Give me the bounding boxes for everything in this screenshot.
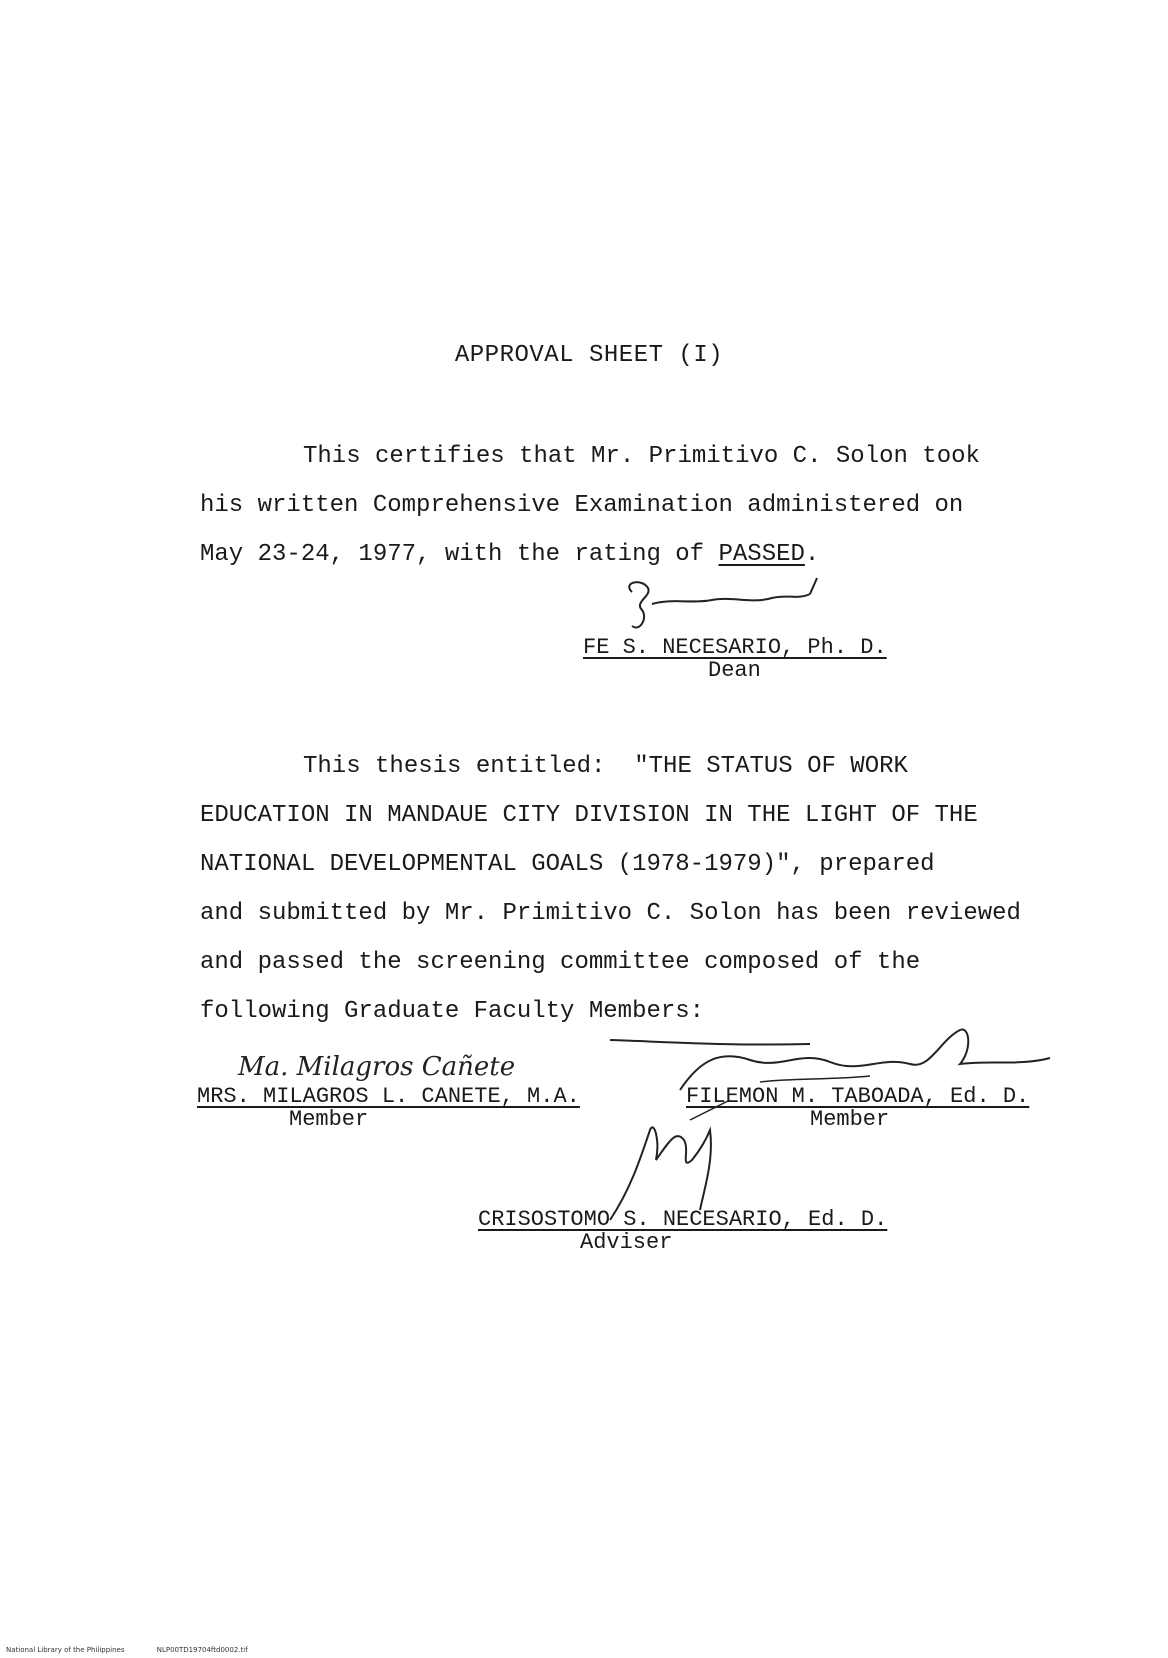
member-1-signature: Ma. Milagros Cañete [238,1052,516,1082]
page-title: APPROVAL SHEET (I) [454,342,724,369]
thesis-line-2: EDUCATION IN MANDAUE CITY DIVISION IN THE LIGHT OF THE [200,802,978,829]
dean-name: FE S. NECESARIO, Ph. D. [583,635,887,660]
member-2-name: FILEMON M. TABOADA, Ed. D. [686,1084,1030,1109]
certification-paragraph [200,432,1080,579]
dean-role: Dean [708,658,761,683]
footer [6,1646,278,1654]
thesis-line-5: and passed the screening committee composed of the [200,949,921,976]
dean-signature-block [583,636,887,682]
footer-library: National Library of the Philippines [6,1646,125,1654]
member-1-role: Member [289,1107,369,1132]
certification-line-2: his written Comprehensive Examination administered on [200,492,964,519]
dean-signature [612,574,832,636]
adviser-signature-block [478,1208,887,1254]
thesis-line-4: and submitted by Mr. Primitivo C. Solon has been reviewed [200,900,1021,927]
thesis-line-1: This thesis entitled: "THE STATUS OF WORK [303,753,908,780]
certification-line-3 [200,530,1080,579]
certification-line-3-prefix: May 23-24, 1977, with the rating of [200,541,719,568]
thesis-line-6: following Graduate Faculty Members: [200,998,705,1025]
adviser-role: Adviser [580,1230,673,1255]
rating-value: PASSED [718,541,805,568]
certification-line-3-suffix: . [804,541,820,568]
adviser-name: CRISOSTOMO S. NECESARIO, Ed. D. [478,1207,888,1232]
certification-line-1: This certifies that Mr. Primitivo C. Solon took [303,443,980,470]
member-1-signature-block [197,1085,580,1131]
thesis-paragraph [200,742,1080,1036]
member-1-name: MRS. MILAGROS L. CANETE, M.A. [197,1084,580,1109]
member-2-signature-block [686,1085,1029,1131]
thesis-line-3: NATIONAL DEVELOPMENTAL GOALS (1978-1979)", prepared [200,851,935,878]
footer-file-id: NLP00TD19704ftd0002.tif [156,1646,248,1654]
member-2-role: Member [810,1107,890,1132]
